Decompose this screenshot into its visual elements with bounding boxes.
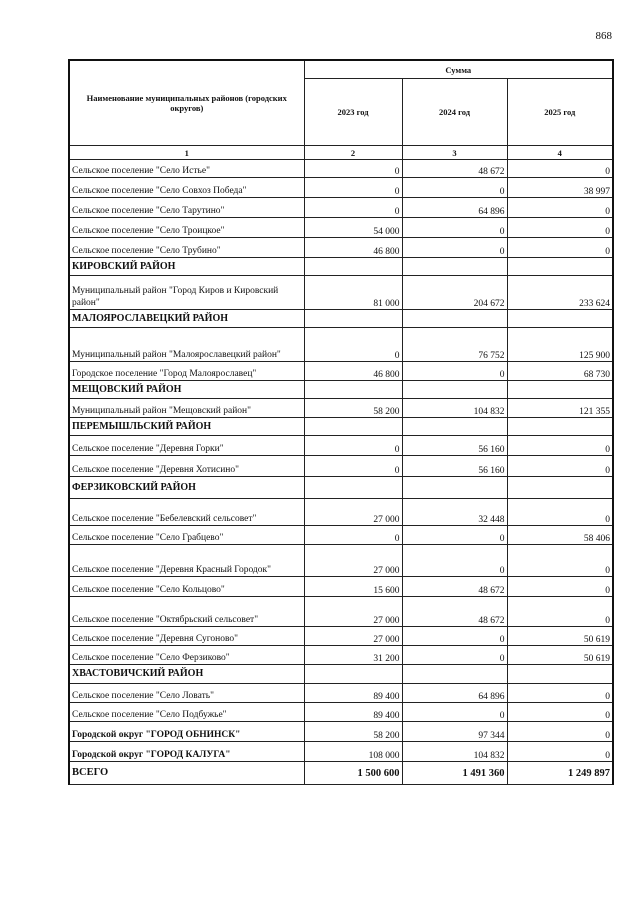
value-2023: 46 800 — [304, 362, 402, 381]
total-value-2023: 1 500 600 — [304, 762, 402, 785]
table-row — [69, 399, 613, 418]
column-number-2: 2 — [304, 146, 402, 160]
value-2024: 64 896 — [402, 684, 507, 703]
value-2025: 233 624 — [507, 276, 613, 310]
table-row — [69, 684, 613, 703]
total-row — [69, 762, 613, 785]
entity-name: Городское поселение "Город Малоярославец" — [69, 362, 304, 381]
value-2025: 125 900 — [507, 328, 613, 362]
value-2023: 31 200 — [304, 646, 402, 665]
entity-name: Сельское поселение "Деревня Сугоново" — [69, 627, 304, 646]
value-2025 — [507, 310, 613, 328]
value-2024 — [402, 665, 507, 684]
value-2023: 89 400 — [304, 684, 402, 703]
table-row — [69, 597, 613, 627]
region-name: ПЕРЕМЫШЛЬСКИЙ РАЙОН — [69, 418, 304, 436]
entity-name: Городской округ "ГОРОД КАЛУГА" — [69, 742, 304, 762]
region-header-row — [69, 665, 613, 684]
value-2023: 0 — [304, 436, 402, 456]
value-2023: 81 000 — [304, 276, 402, 310]
table-row — [69, 362, 613, 381]
value-2025: 0 — [507, 577, 613, 597]
value-2023: 0 — [304, 178, 402, 198]
header-year-2023: 2023 год — [304, 79, 402, 146]
value-2025 — [507, 665, 613, 684]
entity-name: Муниципальный район "Малоярославецкий район" — [69, 328, 304, 362]
value-2024 — [402, 381, 507, 399]
value-2023 — [304, 418, 402, 436]
table-row — [69, 526, 613, 545]
table-row — [69, 160, 613, 178]
budget-table — [68, 59, 614, 785]
region-header-row — [69, 477, 613, 499]
entity-name: Сельское поселение "Село Ловать" — [69, 684, 304, 703]
table-row — [69, 703, 613, 722]
value-2024: 0 — [402, 545, 507, 577]
table-row — [69, 499, 613, 526]
value-2025: 0 — [507, 545, 613, 577]
entity-name: Муниципальный район "Мещовский район" — [69, 399, 304, 418]
value-2023: 0 — [304, 198, 402, 218]
value-2023: 58 200 — [304, 399, 402, 418]
entity-name: Сельское поселение "Село Грабцево" — [69, 526, 304, 545]
value-2024: 32 448 — [402, 499, 507, 526]
value-2023: 27 000 — [304, 597, 402, 627]
value-2024: 64 896 — [402, 198, 507, 218]
entity-name: Сельское поселение "Село Совхоз Победа" — [69, 178, 304, 198]
value-2023: 15 600 — [304, 577, 402, 597]
value-2023 — [304, 310, 402, 328]
entity-name: Сельское поселение "Село Ферзиково" — [69, 646, 304, 665]
value-2024: 0 — [402, 218, 507, 238]
value-2024: 56 160 — [402, 436, 507, 456]
entity-name: Сельское поселение "Деревня Красный Городок" — [69, 545, 304, 577]
table-row — [69, 627, 613, 646]
table-row — [69, 238, 613, 258]
value-2025 — [507, 418, 613, 436]
entity-name: Сельское поселение "Октябрьский сельсовет" — [69, 597, 304, 627]
value-2024: 48 672 — [402, 597, 507, 627]
value-2024 — [402, 310, 507, 328]
entity-name: Сельское поселение "Деревня Горки" — [69, 436, 304, 456]
value-2024: 0 — [402, 703, 507, 722]
value-2025 — [507, 381, 613, 399]
value-2023: 0 — [304, 328, 402, 362]
value-2023 — [304, 258, 402, 276]
value-2025: 0 — [507, 160, 613, 178]
value-2024: 76 752 — [402, 328, 507, 362]
header-sum-group: Сумма — [304, 60, 613, 79]
value-2025: 0 — [507, 198, 613, 218]
value-2023: 58 200 — [304, 722, 402, 742]
value-2025: 0 — [507, 436, 613, 456]
value-2025: 58 406 — [507, 526, 613, 545]
value-2024: 104 832 — [402, 399, 507, 418]
header-row-top — [69, 60, 613, 79]
entity-name: Сельское поселение "Село Троицкое" — [69, 218, 304, 238]
table-row — [69, 456, 613, 477]
entity-name: Сельское поселение "Село Истье" — [69, 160, 304, 178]
entity-name: Сельское поселение "Село Тарутино" — [69, 198, 304, 218]
region-name: МАЛОЯРОСЛАВЕЦКИЙ РАЙОН — [69, 310, 304, 328]
value-2025: 0 — [507, 238, 613, 258]
entity-name: Сельское поселение "Село Кольцово" — [69, 577, 304, 597]
page-number: 868 — [595, 30, 612, 42]
value-2024: 0 — [402, 646, 507, 665]
region-name: КИРОВСКИЙ РАЙОН — [69, 258, 304, 276]
value-2025: 0 — [507, 499, 613, 526]
value-2025: 68 730 — [507, 362, 613, 381]
entity-name: Сельское поселение "Бебелевский сельсовет" — [69, 499, 304, 526]
entity-name: Сельское поселение "Деревня Хотисино" — [69, 456, 304, 477]
region-header-row — [69, 418, 613, 436]
value-2025: 0 — [507, 597, 613, 627]
value-2023: 27 000 — [304, 545, 402, 577]
entity-name: Сельское поселение "Село Трубино" — [69, 238, 304, 258]
total-value-2024: 1 491 360 — [402, 762, 507, 785]
column-number-row — [69, 146, 613, 160]
table-row — [69, 722, 613, 742]
table-row — [69, 178, 613, 198]
table-row — [69, 742, 613, 762]
region-header-row — [69, 381, 613, 399]
value-2024 — [402, 418, 507, 436]
region-name: ХВАСТОВИЧСКИЙ РАЙОН — [69, 665, 304, 684]
column-number-1: 1 — [69, 146, 304, 160]
value-2023: 0 — [304, 160, 402, 178]
value-2023: 46 800 — [304, 238, 402, 258]
value-2024: 56 160 — [402, 456, 507, 477]
value-2025: 0 — [507, 722, 613, 742]
value-2023 — [304, 381, 402, 399]
table-row — [69, 646, 613, 665]
header-year-2025: 2025 год — [507, 79, 613, 146]
value-2023: 54 000 — [304, 218, 402, 238]
value-2025: 0 — [507, 456, 613, 477]
column-number-4: 4 — [507, 146, 613, 160]
value-2024: 204 672 — [402, 276, 507, 310]
region-header-row — [69, 258, 613, 276]
table-row — [69, 198, 613, 218]
entity-name: Сельское поселение "Село Подбужье" — [69, 703, 304, 722]
value-2024: 0 — [402, 627, 507, 646]
value-2023: 0 — [304, 456, 402, 477]
value-2024: 0 — [402, 178, 507, 198]
table-row — [69, 436, 613, 456]
value-2025 — [507, 477, 613, 499]
value-2023 — [304, 665, 402, 684]
entity-name: Городской округ "ГОРОД ОБНИНСК" — [69, 722, 304, 742]
value-2024 — [402, 477, 507, 499]
value-2024: 0 — [402, 526, 507, 545]
table-row — [69, 218, 613, 238]
value-2024: 48 672 — [402, 160, 507, 178]
value-2025: 38 997 — [507, 178, 613, 198]
value-2023: 108 000 — [304, 742, 402, 762]
entity-name: Муниципальный район "Город Киров и Кировский район" — [69, 276, 304, 310]
value-2025: 0 — [507, 218, 613, 238]
total-value-2025: 1 249 897 — [507, 762, 613, 785]
total-label: ВСЕГО — [69, 762, 304, 785]
value-2024: 104 832 — [402, 742, 507, 762]
region-name: ФЕРЗИКОВСКИЙ РАЙОН — [69, 477, 304, 499]
value-2025: 0 — [507, 684, 613, 703]
value-2024: 97 344 — [402, 722, 507, 742]
table-row — [69, 545, 613, 577]
value-2023: 27 000 — [304, 499, 402, 526]
region-name: МЕЩОВСКИЙ РАЙОН — [69, 381, 304, 399]
value-2025: 50 619 — [507, 646, 613, 665]
value-2025: 0 — [507, 742, 613, 762]
value-2023: 0 — [304, 526, 402, 545]
value-2024 — [402, 258, 507, 276]
value-2024: 0 — [402, 238, 507, 258]
table-row — [69, 577, 613, 597]
value-2024: 0 — [402, 362, 507, 381]
value-2025: 0 — [507, 703, 613, 722]
header-name-column: Наименование муниципальных районов (городских округов) — [69, 60, 304, 146]
header-year-2024: 2024 год — [402, 79, 507, 146]
table-row — [69, 328, 613, 362]
value-2025: 50 619 — [507, 627, 613, 646]
value-2023: 89 400 — [304, 703, 402, 722]
value-2025 — [507, 258, 613, 276]
region-header-row — [69, 310, 613, 328]
table-row — [69, 276, 613, 310]
value-2023: 27 000 — [304, 627, 402, 646]
value-2025: 121 355 — [507, 399, 613, 418]
column-number-3: 3 — [402, 146, 507, 160]
value-2024: 48 672 — [402, 577, 507, 597]
value-2023 — [304, 477, 402, 499]
